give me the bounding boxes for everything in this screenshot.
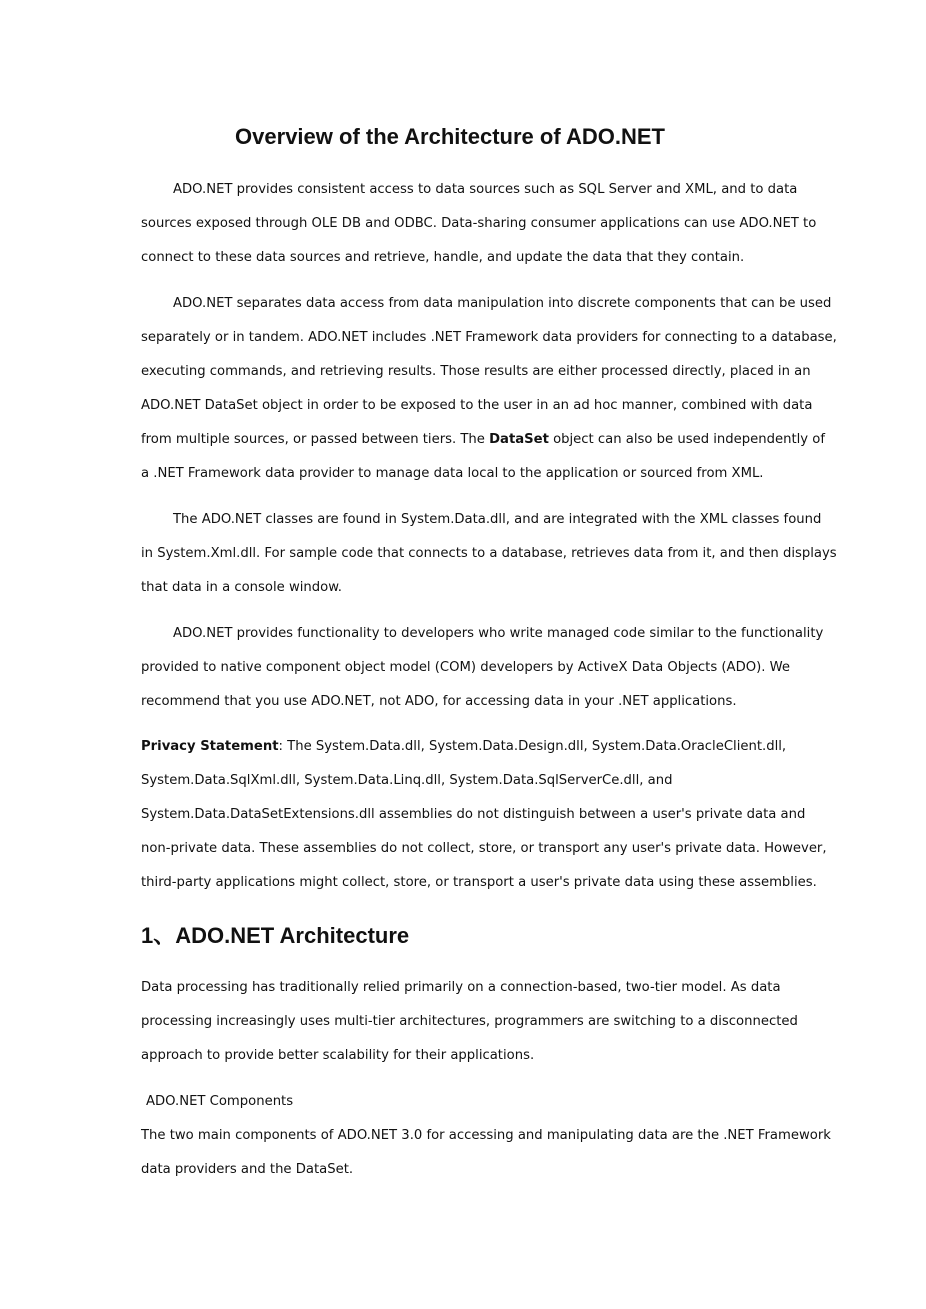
- text-line: recommend that you use ADO.NET, not ADO, for accessing data in your .NET applications.: [141, 694, 737, 709]
- text-line: executing commands, and retrieving results. Those results are either processed directly, placed in an: [141, 364, 811, 379]
- text-line: System.Data.DataSetExtensions.dll assemblies do not distinguish between a user's private data and: [141, 807, 806, 822]
- text-line: The two main components of ADO.NET 3.0 for accessing and manipulating data are the .NET Framework: [141, 1128, 831, 1143]
- text-line: provided to native component object model (COM) developers by ActiveX Data Objects (ADO). We: [141, 660, 791, 675]
- text-line: ADO.NET separates data access from data manipulation into discrete components that can be used: [173, 296, 832, 311]
- document-title: Overview of the Architecture of ADO.NET: [235, 124, 665, 149]
- text-line: Data processing has traditionally relied primarily on a connection-based, two-tier model. As data: [141, 980, 781, 995]
- text-line: third-party applications might collect, store, or transport a user's private data using these assemblies.: [141, 875, 817, 890]
- text-line: ADO.NET provides consistent access to data sources such as SQL Server and XML, and to data: [173, 182, 798, 197]
- privacy-statement-label: Privacy Statement: [141, 739, 279, 754]
- text-line: data providers and the DataSet.: [141, 1162, 354, 1177]
- paragraph-data-processing: [141, 971, 801, 1073]
- text-line: ADO.NET DataSet object in order to be exposed to the user in an ad hoc manner, combined with data: [141, 398, 813, 413]
- text-line: in System.Xml.dll. For sample code that connects to a database, retrieves data from it, and then displays: [141, 546, 837, 561]
- text-line: [141, 423, 825, 457]
- text-line: approach to provide better scalability for their applications.: [141, 1048, 535, 1063]
- text-line: separately or in tandem. ADO.NET includes .NET Framework data providers for connecting to a database,: [141, 330, 837, 345]
- text-fragment: object can also be used independently of: [548, 432, 825, 447]
- text-line: processing increasingly uses multi-tier architectures, programmers are switching to a disconnected: [141, 1014, 798, 1029]
- paragraph-classes: [141, 503, 837, 605]
- text-line: a .NET Framework data provider to manage data local to the application or sourced from XML.: [141, 466, 764, 481]
- text-line: non-private data. These assemblies do not collect, store, or transport any user's private data. However,: [141, 841, 827, 856]
- paragraph-functionality: [141, 617, 824, 719]
- text-line: sources exposed through OLE DB and ODBC. Data-sharing consumer applications can use ADO.NET to: [141, 216, 817, 231]
- components-subheading: ADO.NET Components: [146, 1094, 294, 1109]
- text-line: ADO.NET provides functionality to developers who write managed code similar to the functionality: [173, 626, 824, 641]
- dataset-term: DataSet: [489, 432, 549, 447]
- text-line: The ADO.NET classes are found in System.Data.dll, and are integrated with the XML classes found: [173, 512, 822, 527]
- text-line: that data in a console window.: [141, 580, 342, 595]
- paragraph-components: [141, 1119, 831, 1187]
- text-line: connect to these data sources and retrieve, handle, and update the data that they contain.: [141, 250, 745, 265]
- section-heading: 1、ADO.NET Architecture: [141, 923, 410, 948]
- paragraph-privacy: [141, 730, 827, 900]
- text-fragment: : The System.Data.dll, System.Data.Design.dll, System.Data.OracleClient.dll,: [278, 739, 787, 754]
- text-fragment: from multiple sources, or passed between tiers. The: [141, 432, 490, 447]
- text-line: [141, 730, 801, 764]
- paragraph-separation: [141, 287, 837, 491]
- paragraph-intro: [141, 173, 817, 275]
- text-line: System.Data.SqlXml.dll, System.Data.Linq.dll, System.Data.SqlServerCe.dll, and: [141, 773, 673, 788]
